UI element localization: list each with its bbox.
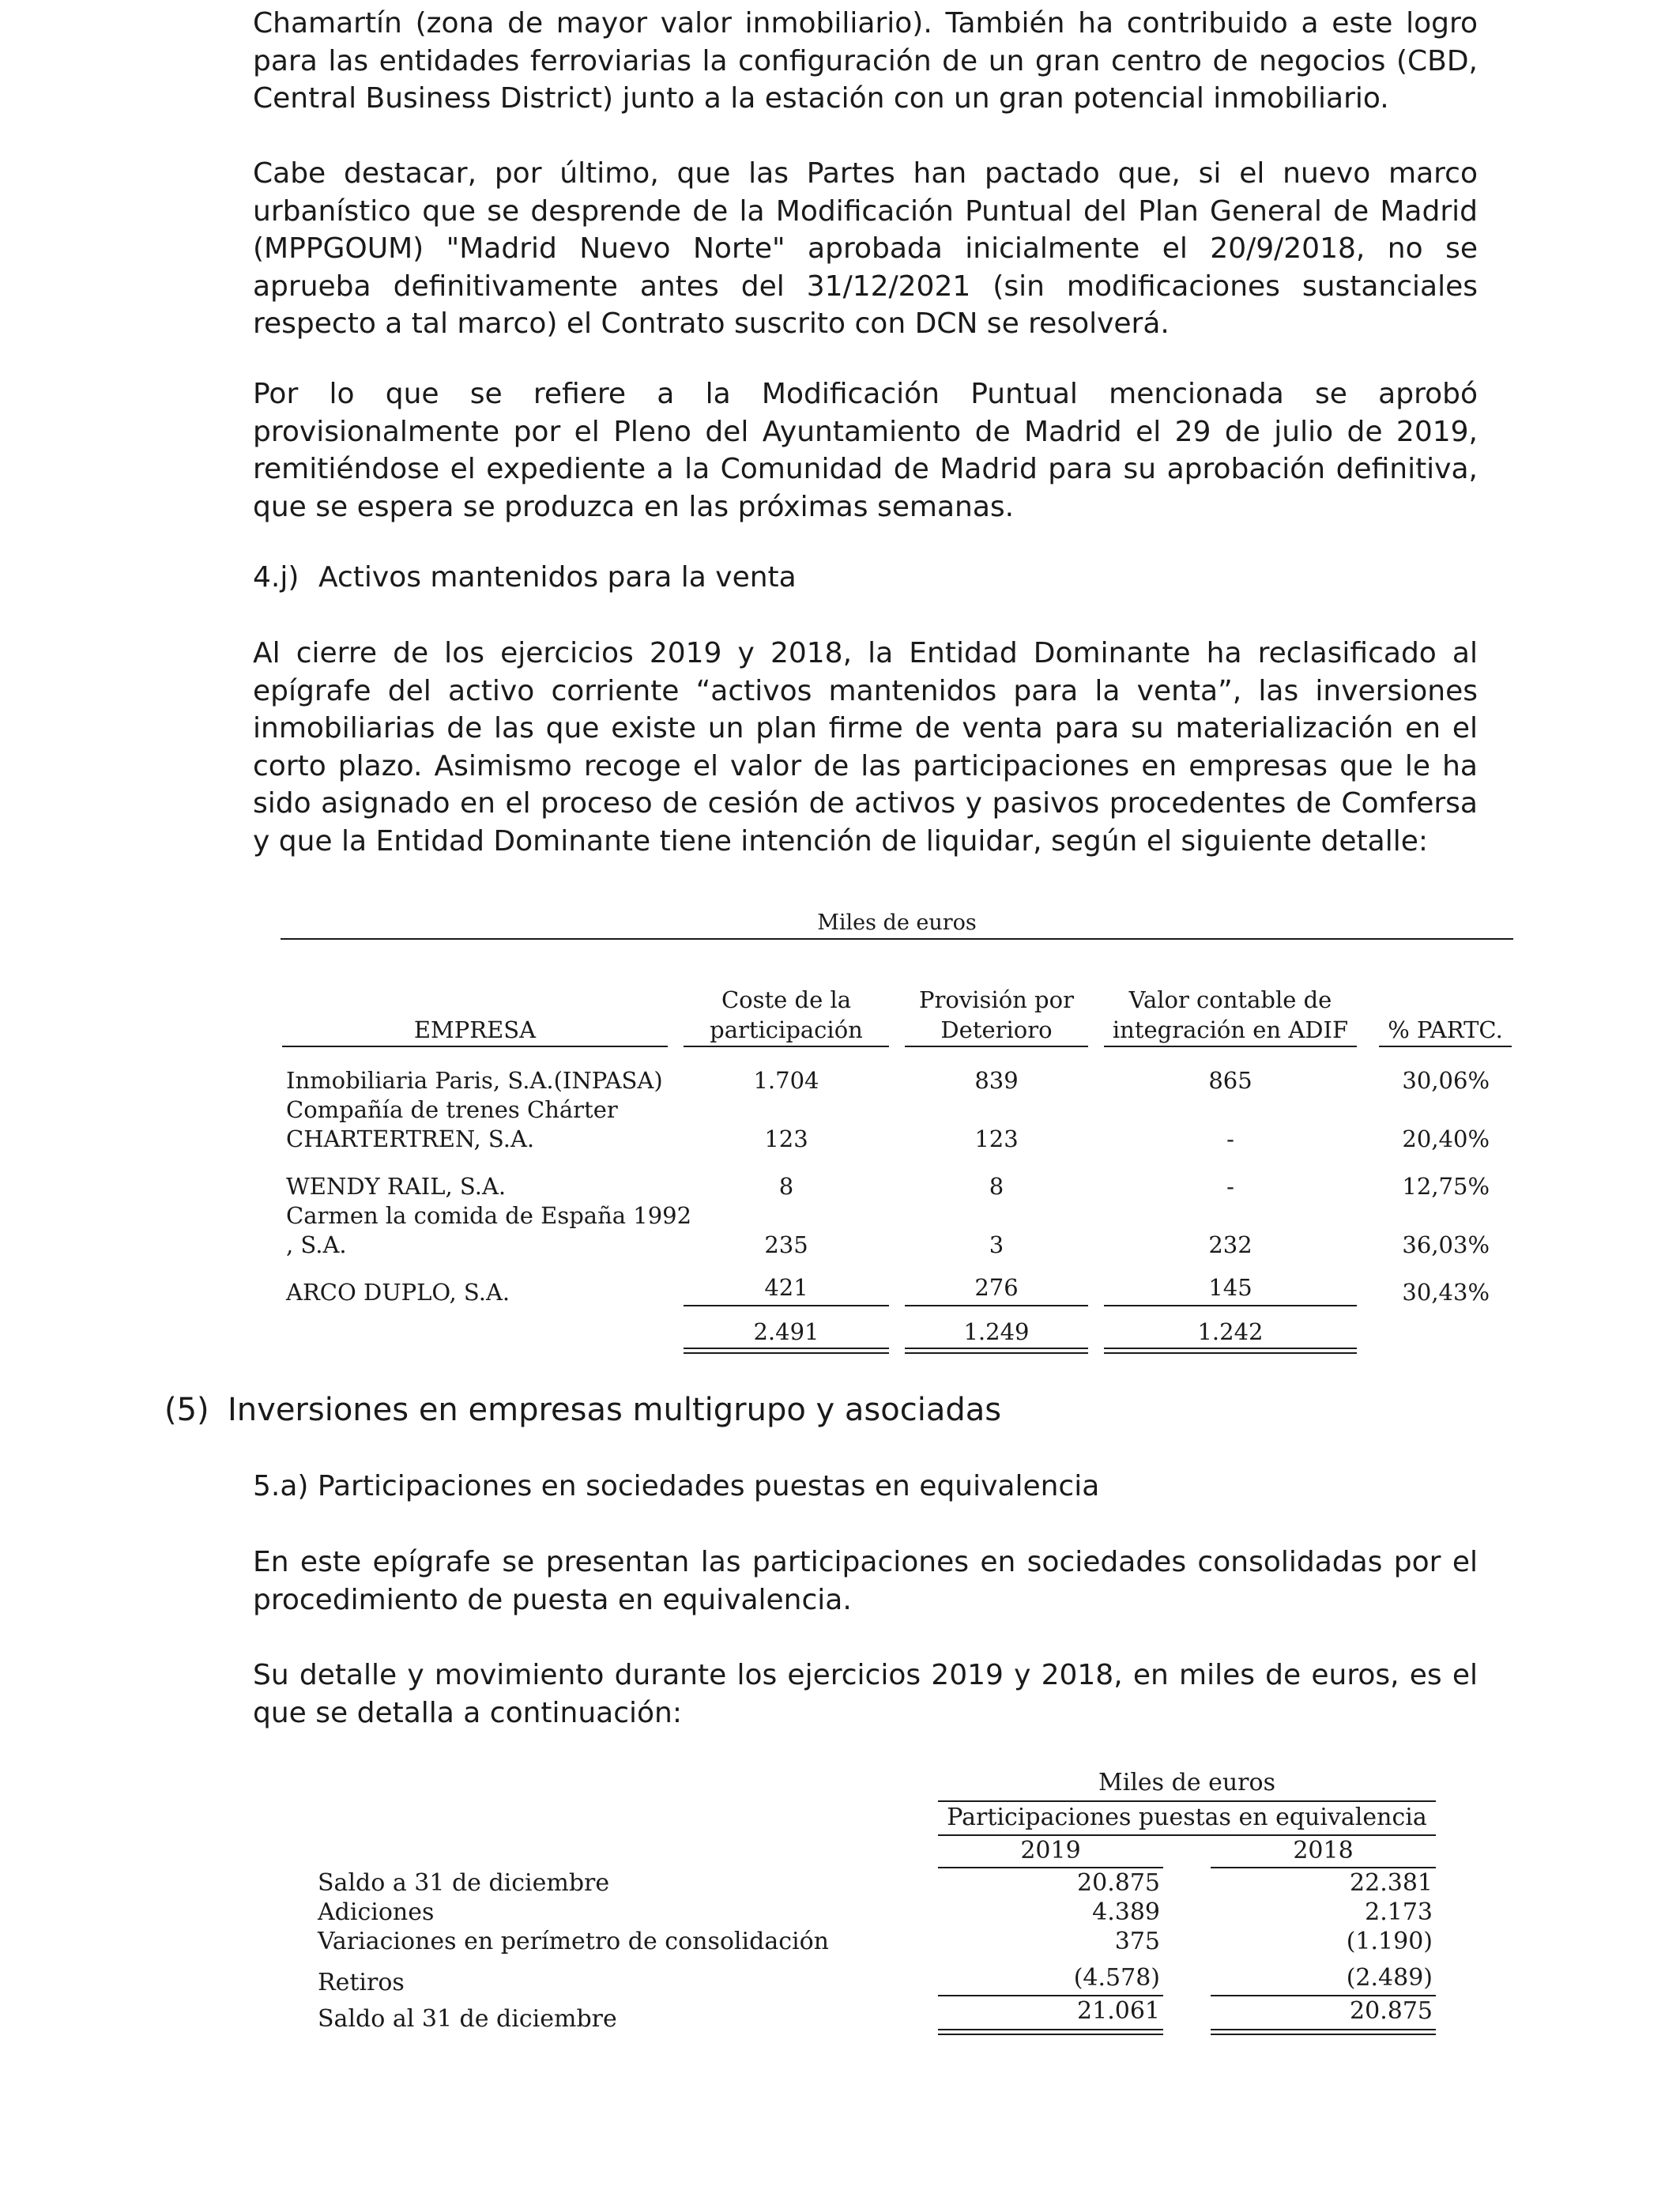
table-cell-2019: 4.389 <box>1092 1898 1160 1926</box>
table-cell-valor: - <box>1226 1173 1234 1200</box>
section-5-title: Inversiones en empresas multigrupo y asociadas <box>228 1392 1002 1428</box>
table-cell-valor: 865 <box>1208 1067 1252 1094</box>
table-row-label: Saldo a 31 de diciembre <box>318 1869 610 1897</box>
header-valor-2: integración en ADIF <box>1112 1016 1349 1043</box>
section-5a-text-2: Su detalle y movimiento durante los ejercicios 2019 y 2018, en miles de euros, es el que se detalla a continuación: <box>253 1659 1478 1729</box>
table-row-company: Carmen la comida de España 1992 <box>286 1202 692 1229</box>
table-cell-partc: 30,06% <box>1402 1067 1490 1094</box>
table-cell-provision: 123 <box>974 1125 1019 1152</box>
section-5a-heading: 5.a) Participaciones en sociedades puestas en equivalencia <box>253 1470 1100 1502</box>
table-cell-2019: (4.578) <box>1073 1964 1160 1992</box>
header-provision-2: Deterioro <box>940 1016 1053 1043</box>
table-cell-coste: 8 <box>778 1173 794 1200</box>
table-row-company-cont: CHARTERTREN, S.A. <box>286 1125 535 1152</box>
table-total-valor: 1.242 <box>1197 1318 1264 1345</box>
table-cell-2018: 20.875 <box>1350 1997 1433 2025</box>
table-cell-2018: 2.173 <box>1365 1898 1433 1926</box>
table2-year-2018: 2018 <box>1293 1837 1354 1864</box>
table-cell-provision: 839 <box>974 1067 1019 1094</box>
table-row-company: WENDY RAIL, S.A. <box>286 1173 507 1200</box>
section-5a-text-1: En este epígrafe se presentan las participaciones en sociedades consolidadas por el procedimiento de puesta en equivalencia. <box>253 1546 1478 1616</box>
table-row-label: Adiciones <box>318 1898 435 1926</box>
section-5-heading <box>164 1390 1001 1430</box>
table-cell-coste: 1.704 <box>753 1067 819 1094</box>
header-provision-1: Provisión por <box>919 986 1074 1013</box>
table-cell-partc: 36,03% <box>1402 1231 1490 1258</box>
table-cell-2019: 21.061 <box>1077 1997 1160 2025</box>
table-cell-provision: 276 <box>974 1274 1019 1301</box>
header-coste-2: participación <box>710 1016 863 1043</box>
table1-caption: Miles de euros <box>817 910 977 935</box>
section-5-number: (5) <box>164 1392 209 1428</box>
table-cell-2018: (2.489) <box>1346 1964 1433 1992</box>
header-partc: % PARTC. <box>1388 1016 1503 1043</box>
table-row-company: Inmobiliaria Paris, S.A.(INPASA) <box>286 1067 663 1094</box>
table-total-coste: 2.491 <box>753 1318 819 1345</box>
table-cell-coste: 235 <box>764 1231 808 1258</box>
table-cell-2018: (1.190) <box>1346 1928 1433 1955</box>
table2-subcaption: Participaciones puestas en equivalencia <box>947 1804 1427 1831</box>
table-row-label: Saldo al 31 de diciembre <box>318 2005 617 2033</box>
table-cell-valor: - <box>1226 1125 1234 1152</box>
table2-year-2019: 2019 <box>1020 1837 1081 1864</box>
table-cell-partc: 12,75% <box>1402 1173 1490 1200</box>
table-cell-provision: 3 <box>989 1231 1004 1258</box>
table-row-label: Retiros <box>318 1969 405 1996</box>
table-cell-valor: 145 <box>1208 1274 1252 1301</box>
section-4j-heading <box>253 559 797 597</box>
paragraph-2: Cabe destacar, por último, que las Partes han pactado que, si el nuevo marco urbanístico que se desprende de la Modificación Puntual del Plan General de Madrid (MPPGOUM) "Madrid Nuevo Norte" aprobada inicialmente el 20/9/2018, no se aprueba definitivamente antes del 31/12/2021 (sin modificaciones sustanciales respecto a tal marco) el Contrato suscrito con DCN se resolverá. <box>253 157 1478 340</box>
table-cell-2019: 20.875 <box>1077 1869 1160 1897</box>
table-cell-2018: 22.381 <box>1350 1869 1433 1897</box>
table-cell-partc: 20,40% <box>1402 1125 1490 1152</box>
table-cell-coste: 123 <box>764 1125 808 1152</box>
table-cell-partc: 30,43% <box>1402 1279 1490 1306</box>
table-row-company-cont: , S.A. <box>286 1231 347 1258</box>
table-cell-coste: 421 <box>764 1274 808 1301</box>
table-cell-valor: 232 <box>1208 1231 1252 1258</box>
table-cell-provision: 8 <box>989 1173 1004 1200</box>
header-coste-1: Coste de la <box>721 986 852 1013</box>
table-cell-2019: 375 <box>1114 1928 1160 1955</box>
header-empresa: EMPRESA <box>413 1016 537 1043</box>
table2-caption: Miles de euros <box>1098 1769 1275 1796</box>
paragraph-3: Por lo que se refiere a la Modificación Puntual mencionada se aprobó provisionalmente por el Pleno del Ayuntamiento de Madrid el 29 de julio de 2019, remitiéndose el expediente a la Comunidad de Madrid para su aprobación definitiva, que se espera se produzca en las próximas semanas. <box>253 378 1478 523</box>
header-valor-1: Valor contable de <box>1128 986 1332 1013</box>
section-4j-title: Activos mantenidos para la venta <box>318 561 797 594</box>
section-4j-number: 4.j) <box>253 561 299 594</box>
table-row-label: Variaciones en perímetro de consolidación <box>318 1928 829 1955</box>
table-row-company: ARCO DUPLO, S.A. <box>286 1279 510 1306</box>
table-total-provision: 1.249 <box>963 1318 1030 1345</box>
paragraph-1: Chamartín (zona de mayor valor inmobiliario). También ha contribuido a este logro para las entidades ferroviarias la configuración de un gran centro de negocios (CBD, Central Business District) junto a la estación con un gran potencial inmobiliario. <box>253 7 1478 115</box>
section-4j-text: Al cierre de los ejercicios 2019 y 2018, la Entidad Dominante ha reclasificado al epígrafe del activo corriente “activos mantenidos para la venta”, las inversiones inmobiliarias de las que existe un plan firme de venta para su materialización en el corto plazo. Asimismo recoge el valor de las participaciones en empresas que le ha sido asignado en el proceso de cesión de activos y pasivos procedentes de Comfersa y que la Entidad Dominante tiene intención de liquidar, según el siguiente detalle: <box>253 637 1478 858</box>
table-row-company: Compañía de trenes Chárter <box>286 1096 618 1123</box>
